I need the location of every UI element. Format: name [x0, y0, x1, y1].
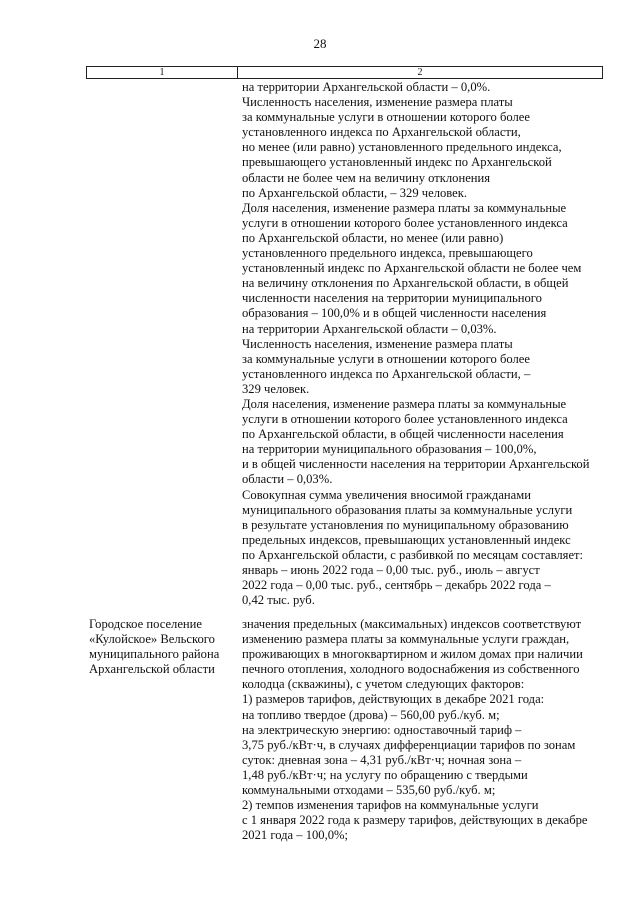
- text-line: но менее (или равно) установленного предельного индекса,: [242, 140, 562, 155]
- text-line: Доля населения, изменение размера платы за коммунальные: [242, 200, 567, 215]
- text-line: области не более чем на величину отклонения: [242, 170, 491, 185]
- page-number: 28: [313, 36, 327, 51]
- text-line: предельных индексов, превышающих установленный индекс: [242, 532, 571, 547]
- text-line: на территории муниципального образования – 100,0%,: [242, 442, 537, 457]
- municipality-name-line: Городское поселение: [89, 617, 202, 631]
- text-line: за коммунальные услуги в отношении которого более: [242, 351, 530, 366]
- header-col-2: 2: [417, 67, 423, 78]
- text-line: установленного предельного индекса, превышающего: [242, 246, 533, 261]
- text-line: 329 человек.: [242, 381, 310, 396]
- municipality-name-line: Архангельской области: [89, 662, 215, 677]
- text-line: Численность населения, изменение размера платы: [242, 336, 513, 351]
- text-line: в результате установления по муниципальному образованию: [242, 517, 569, 532]
- header-col-1: 1: [159, 67, 165, 78]
- row-2-municipality: [89, 617, 237, 677]
- text-line: услуги в отношении которого более установленного индекса: [242, 412, 568, 427]
- text-line: по Архангельской области, с разбивкой по месяцам составляет:: [242, 547, 584, 562]
- text-line: Численность населения, изменение размера платы: [242, 95, 513, 110]
- text-line: установленного индекса по Архангельской области,: [242, 125, 521, 140]
- text-line: области – 0,03%.: [242, 472, 333, 487]
- text-line: на территории Архангельской области – 0,03%.: [242, 321, 497, 336]
- text-line: 2) темпов изменения тарифов на коммунальные услуги: [242, 798, 539, 813]
- text-line: на топливо твердое (дрова) – 560,00 руб./куб. м;: [242, 707, 500, 722]
- text-line: 1) размеров тарифов, действующих в декабре 2021 года:: [242, 692, 545, 707]
- text-line: январь – июнь 2022 года – 0,00 тыс. руб., июль – август: [242, 563, 540, 577]
- text-line: 1,48 руб./кВт·ч; на услугу по обращению с твердыми: [242, 767, 528, 782]
- text-line: на величину отклонения по Архангельской области, в общей: [242, 276, 569, 291]
- row-1-text: [242, 80, 602, 608]
- text-line: Совокупная сумма увеличения вносимой гражданами: [242, 487, 531, 502]
- text-line: на территории Архангельской области – 0,0%.: [242, 80, 491, 94]
- text-line: Доля населения, изменение размера платы за коммунальные: [242, 396, 567, 411]
- text-line: печного отопления, холодного водоснабжения из собственного: [242, 662, 580, 677]
- text-line: проживающих в многоквартирном и жилом домах при наличии: [242, 647, 583, 662]
- text-line: колодца (скважины), с учетом следующих факторов:: [242, 677, 525, 692]
- table-header: [86, 66, 603, 79]
- text-line: за коммунальные услуги в отношении которого более: [242, 110, 530, 125]
- text-line: численности населения на территории муниципального: [242, 291, 542, 306]
- text-line: по Архангельской области, – 329 человек.: [242, 185, 468, 200]
- text-line: изменению размера платы за коммунальные услуги граждан,: [242, 632, 570, 647]
- text-line: образования – 100,0% и в общей численности населения: [242, 306, 547, 321]
- text-line: 3,75 руб./кВт·ч, в случаях дифференциации тарифов по зонам: [242, 737, 576, 752]
- municipality-name-line: муниципального района: [89, 647, 220, 662]
- text-line: превышающего установленный индекс по Архангельской: [242, 155, 552, 170]
- text-line: 2021 года – 100,0%;: [242, 828, 349, 843]
- text-line: 2022 года – 0,00 тыс. руб., сентябрь – декабрь 2022 года –: [242, 578, 551, 593]
- text-line: на электрическую энергию: одноставочный тариф –: [242, 722, 522, 737]
- row-2-text: [242, 617, 602, 843]
- text-line: значения предельных (максимальных) индексов соответствуют: [242, 617, 582, 631]
- text-line: по Архангельской области, в общей численности населения: [242, 427, 564, 442]
- text-line: и в общей численности населения на территории Архангельской: [242, 457, 590, 472]
- text-line: услуги в отношении которого более установленного индекса: [242, 215, 568, 230]
- text-line: 0,42 тыс. руб.: [242, 593, 315, 608]
- text-line: коммунальными отходами – 535,60 руб./куб. м;: [242, 783, 496, 798]
- text-line: по Архангельской области, но менее (или равно): [242, 230, 504, 245]
- text-line: суток: дневная зона – 4,31 руб./кВт·ч; ночная зона –: [242, 752, 522, 767]
- text-line: установленный индекс по Архангельской области не более чем: [242, 261, 582, 276]
- municipality-name-line: «Кулойское» Вельского: [89, 632, 215, 647]
- text-line: с 1 января 2022 года к размеру тарифов, действующих в декабре: [242, 813, 588, 828]
- text-line: установленного индекса по Архангельской области, –: [242, 366, 531, 381]
- text-line: муниципального образования платы за коммунальные услуги: [242, 502, 573, 517]
